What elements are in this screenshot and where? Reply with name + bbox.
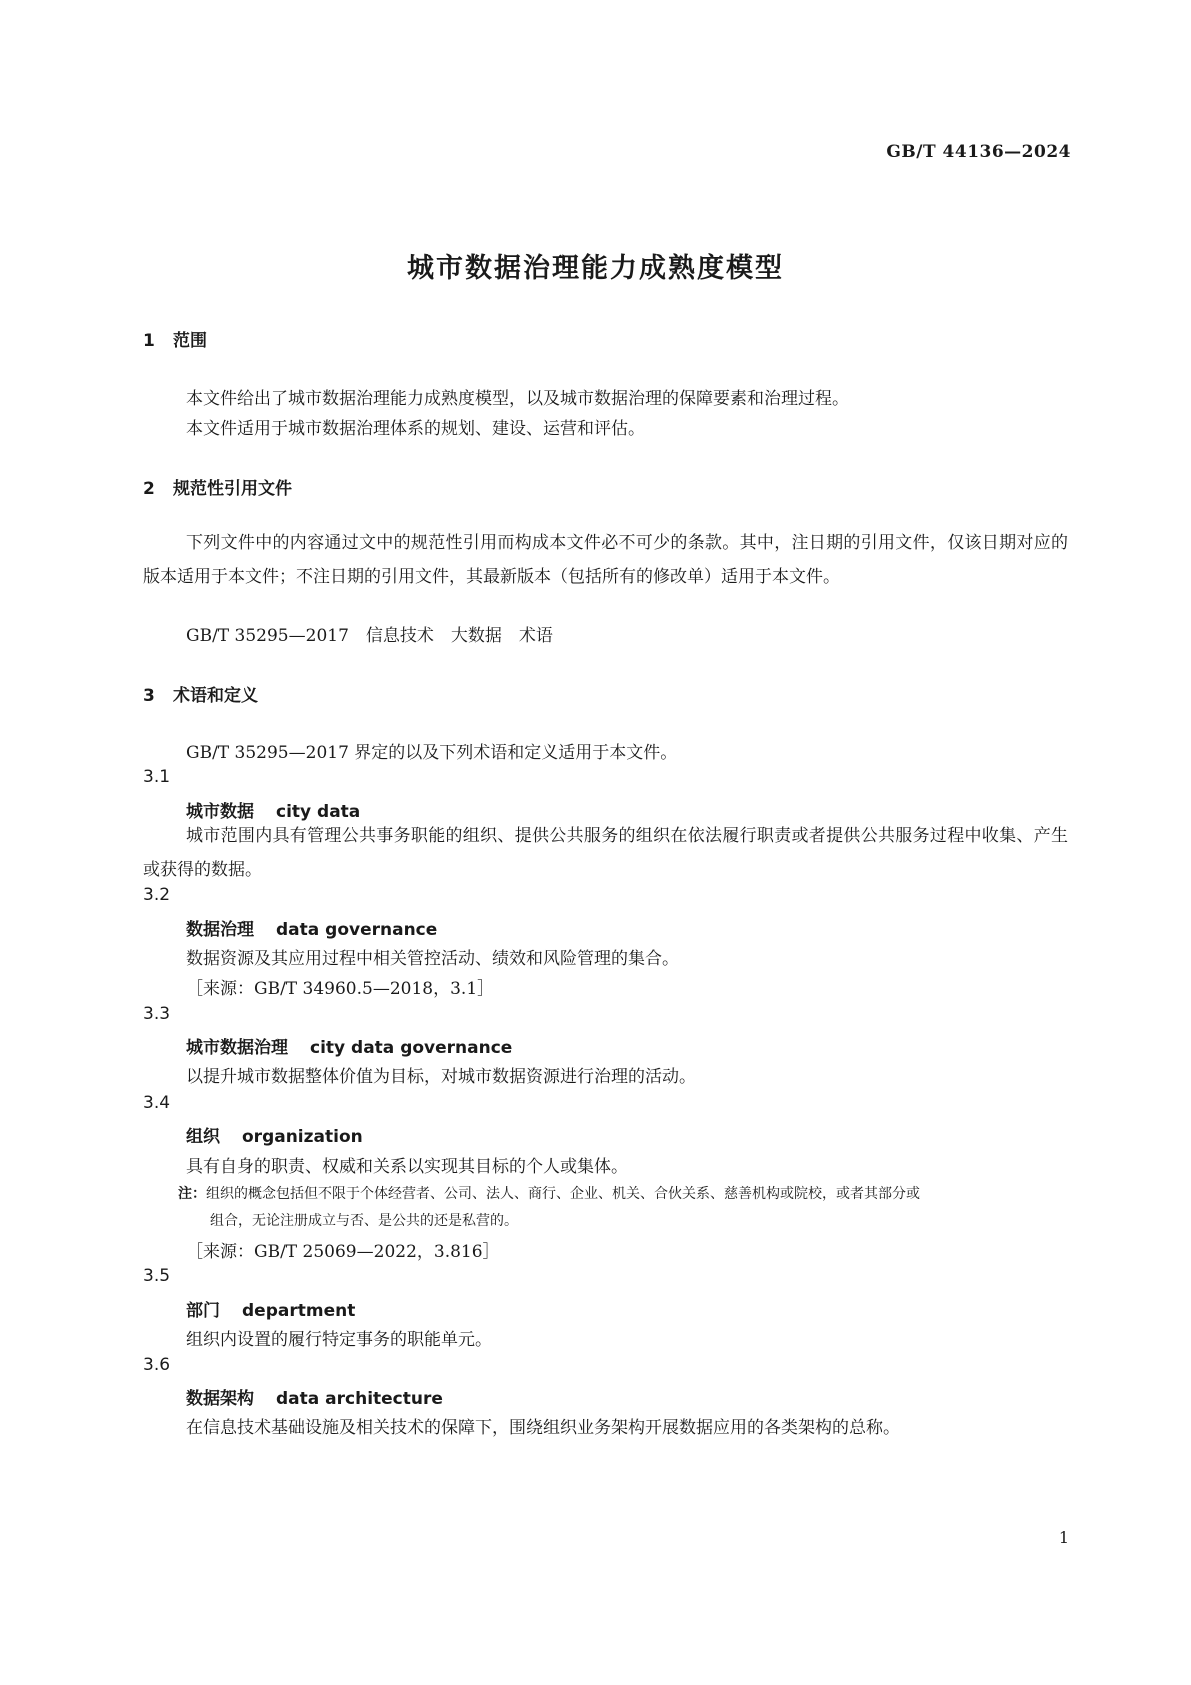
term-definition: 数据资源及其应用过程中相关管控活动、绩效和风险管理的集合。 xyxy=(186,949,679,969)
note-label: 注： xyxy=(178,1186,206,1202)
section-title: 术语和定义 xyxy=(173,686,258,706)
term-source: ［来源：GB/T 34960.5—2018，3.1］ xyxy=(186,979,495,999)
term-zh: 数据治理 xyxy=(186,920,254,940)
section-number: 1 xyxy=(143,331,155,351)
term-heading xyxy=(186,1122,363,1147)
term-en: organization xyxy=(242,1127,363,1147)
term-en: data architecture xyxy=(276,1389,443,1409)
term-number: 3.1 xyxy=(143,767,171,787)
normative-paragraph xyxy=(143,526,1068,594)
scope-paragraph-2: 本文件适用于城市数据治理体系的规划、建设、运营和评估。 xyxy=(186,419,645,439)
normative-reference: GB/T 35295—2017 信息技术 大数据 术语 xyxy=(186,626,553,646)
section-title: 规范性引用文件 xyxy=(173,479,292,499)
term-en: city data governance xyxy=(310,1038,513,1058)
term-en: city data xyxy=(276,802,361,822)
terms-intro: GB/T 35295—2017 界定的以及下列术语和定义适用于本文件。 xyxy=(186,743,678,763)
term-definition: 具有自身的职责、权威和关系以实现其目标的个人或集体。 xyxy=(186,1157,628,1177)
term-zh: 组织 xyxy=(186,1127,220,1147)
term-zh: 部门 xyxy=(186,1301,220,1321)
term-number: 3.2 xyxy=(143,885,171,905)
document-title: 城市数据治理能力成熟度模型 xyxy=(407,253,784,284)
note-text: 组织的概念包括但不限于个体经营者、公司、法人、商行、企业、机关、合伙关系、慈善机构或院校，或者其部分或 xyxy=(206,1186,920,1202)
term-note-continuation: 组合，无论注册成立与否、是公共的还是私营的。 xyxy=(210,1213,518,1229)
scope-paragraph-1: 本文件给出了城市数据治理能力成熟度模型，以及城市数据治理的保障要素和治理过程。 xyxy=(186,389,849,409)
term-definition xyxy=(143,819,1068,887)
term-en: data governance xyxy=(276,920,438,940)
section-title: 范围 xyxy=(173,331,207,351)
page-number: 1 xyxy=(1058,1528,1069,1547)
term-definition: 组织内设置的履行特定事务的职能单元。 xyxy=(186,1330,492,1350)
section-heading-scope xyxy=(143,326,207,351)
section-heading-normative xyxy=(143,474,292,499)
section-number: 2 xyxy=(143,479,155,499)
term-en: department xyxy=(242,1301,356,1321)
normative-paragraph-text: 下列文件中的内容通过文中的规范性引用而构成本文件必不可少的条款。其中，注日期的引用文件，仅该日期对应的版本适用于本文件；不注日期的引用文件，其最新版本（包括所有的修改单）适用于本文件。 xyxy=(143,533,1068,587)
term-zh: 城市数据治理 xyxy=(186,1038,288,1058)
term-number: 3.6 xyxy=(143,1355,171,1375)
term-heading xyxy=(186,1384,443,1409)
term-heading xyxy=(186,1033,512,1058)
term-source: ［来源：GB/T 25069—2022，3.816］ xyxy=(186,1242,500,1262)
term-zh: 城市数据 xyxy=(186,802,254,822)
term-definition: 以提升城市数据整体价值为目标，对城市数据资源进行治理的活动。 xyxy=(186,1067,696,1087)
term-heading xyxy=(186,1296,355,1321)
term-note xyxy=(178,1183,920,1203)
term-definition: 在信息技术基础设施及相关技术的保障下，围绕组织业务架构开展数据应用的各类架构的总称。 xyxy=(186,1418,900,1438)
term-number: 3.5 xyxy=(143,1266,171,1286)
term-number: 3.4 xyxy=(143,1093,171,1113)
term-zh: 数据架构 xyxy=(186,1389,254,1409)
term-heading xyxy=(186,915,437,940)
term-number: 3.3 xyxy=(143,1004,171,1024)
section-number: 3 xyxy=(143,686,155,706)
document-code: GB/T 44136—2024 xyxy=(886,142,1071,162)
term-definition-text: 城市范围内具有管理公共事务职能的组织、提供公共服务的组织在依法履行职责或者提供公共服务过程中收集、产生或获得的数据。 xyxy=(143,826,1068,880)
section-heading-terms xyxy=(143,681,258,706)
